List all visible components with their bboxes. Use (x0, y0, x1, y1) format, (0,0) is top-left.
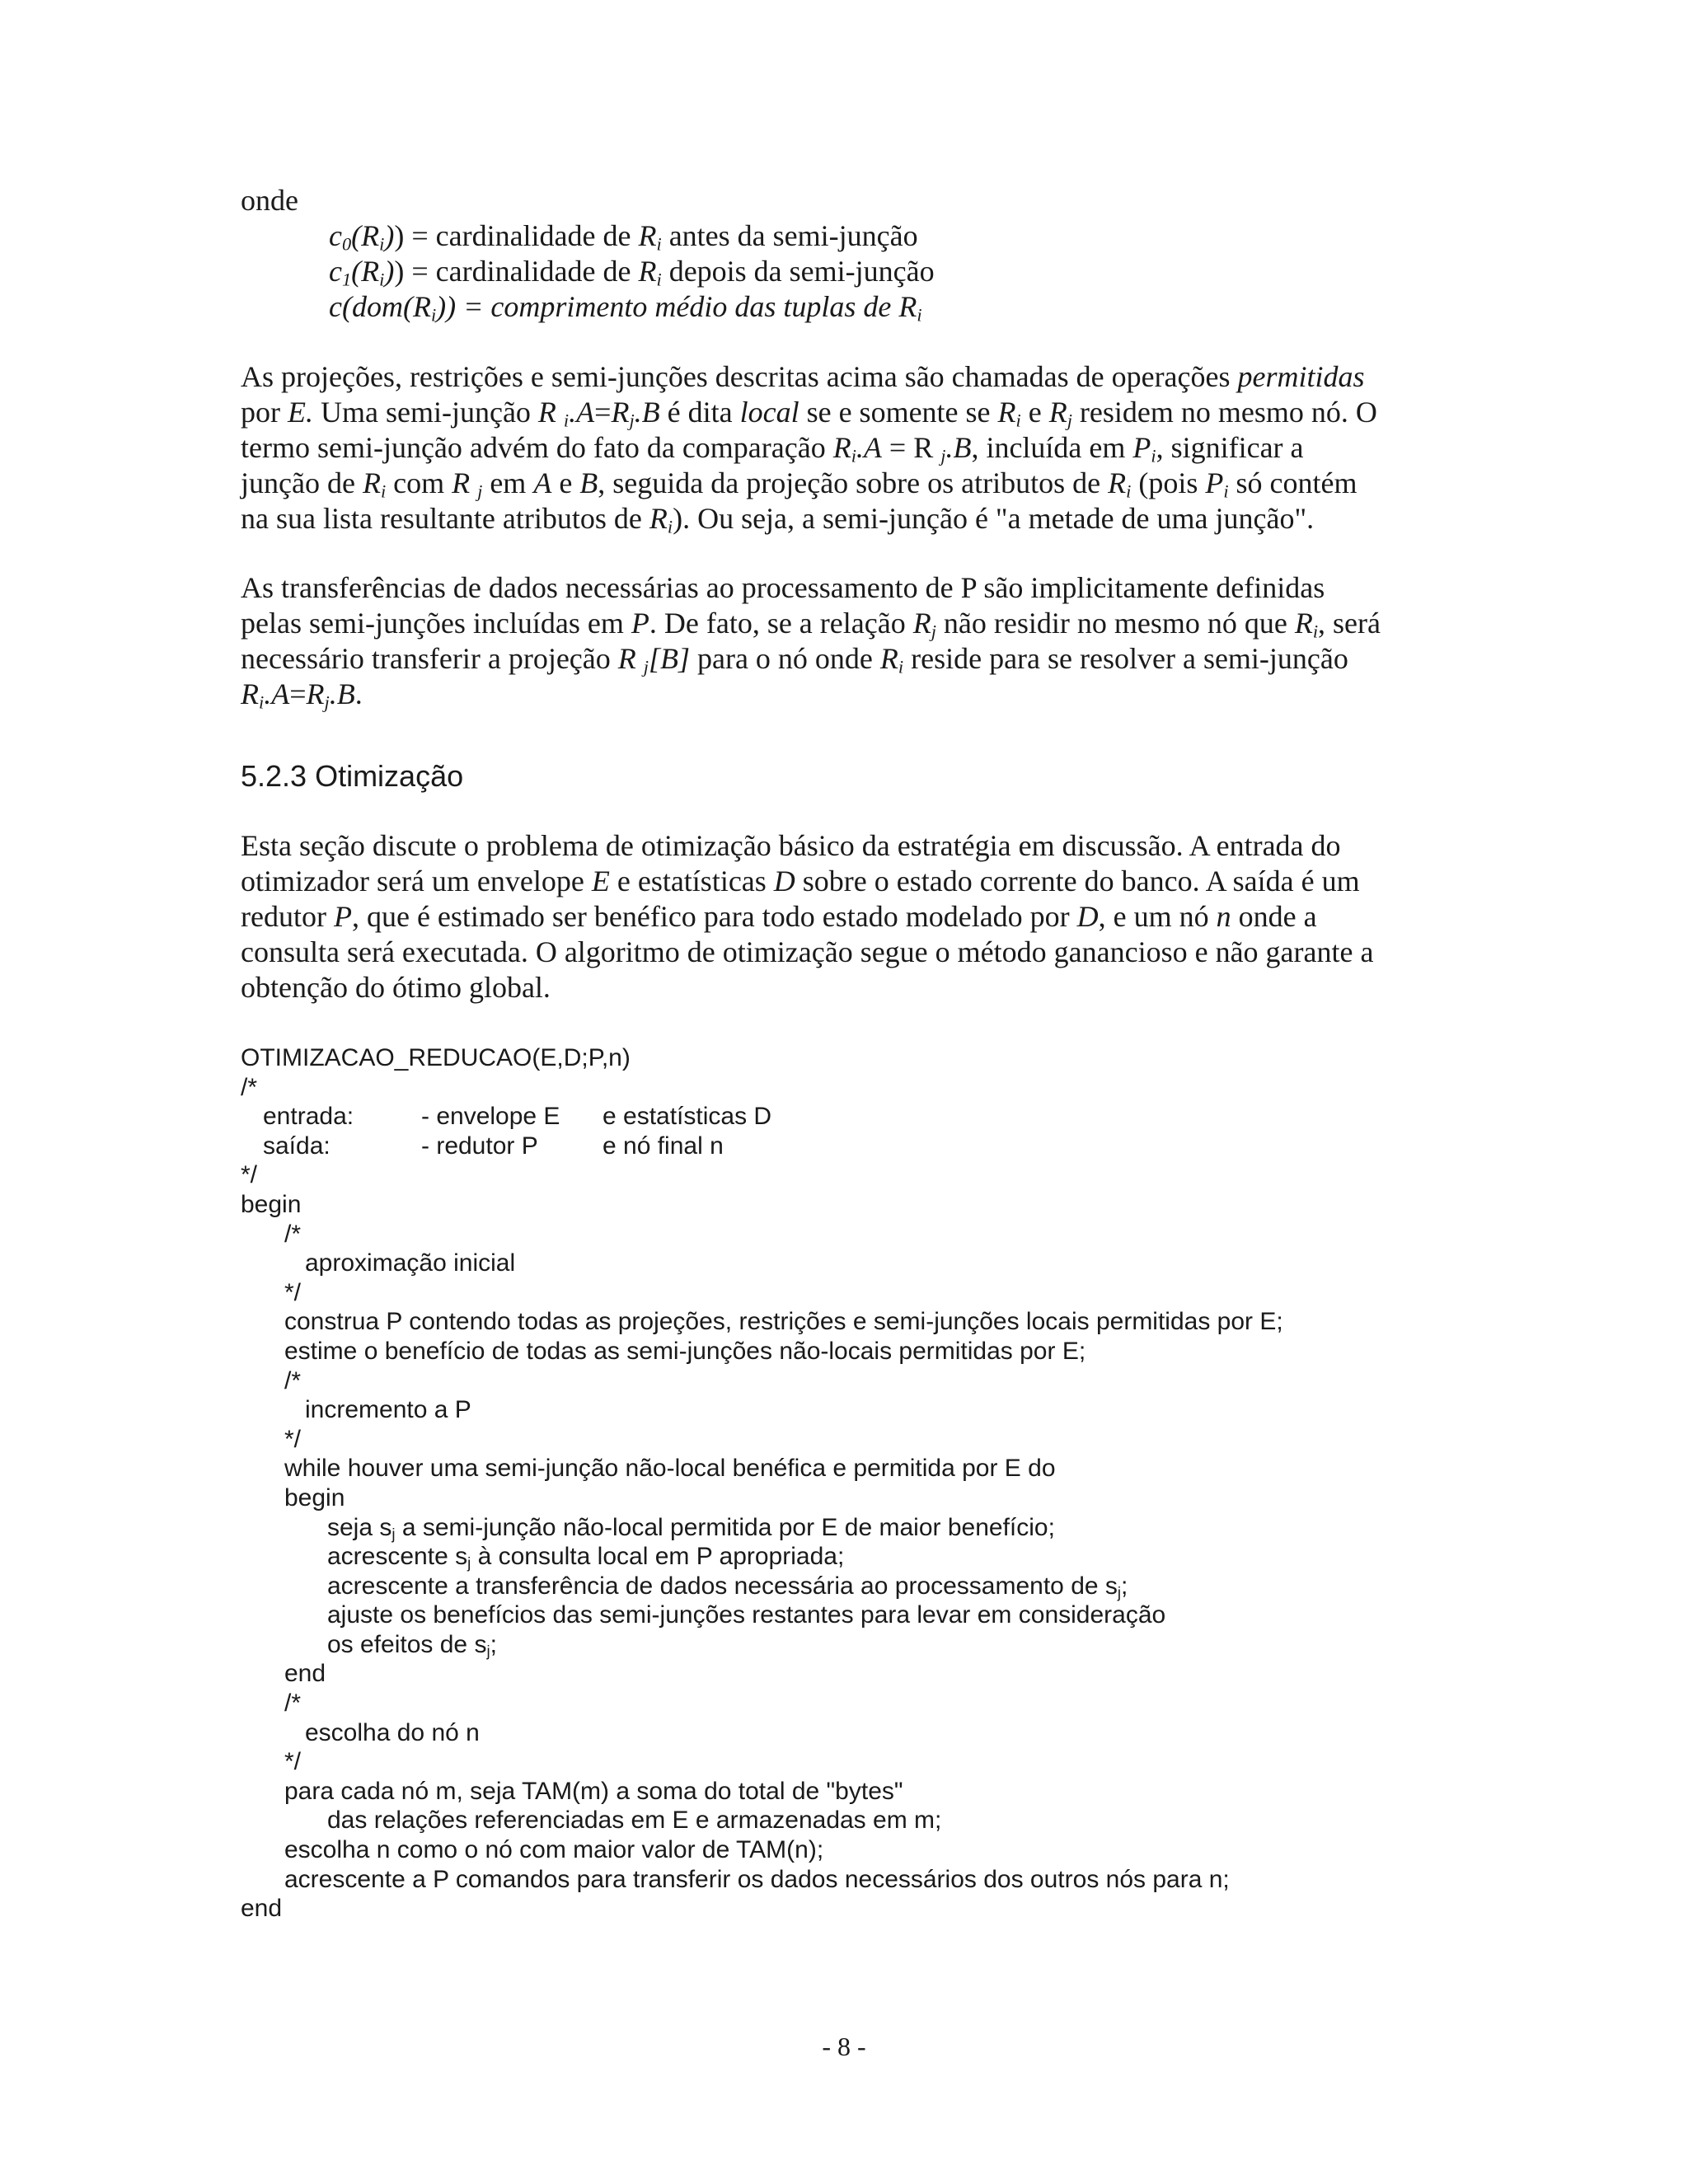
end-keyword: end (241, 1895, 283, 1923)
para2-line1: As transferências de dados necessárias ao processamento de P são implicitamente definidas (241, 571, 1325, 604)
definition-cdom: $c(dom(R_i))$ = comprimento médio das tuplas de $R_i$ (329, 290, 922, 326)
algorithm-block (241, 1043, 1437, 1924)
comment-escolha: escolha do nó n (305, 1718, 480, 1746)
para3-line4: consulta será executada. O algoritmo de otimização segue o método ganancioso e não garante a (241, 935, 1374, 968)
para1-line4: junção de $R_i$ com R $_j$ em A e B, seguida da projeção sobre os atributos de $R_i$ (pois $P_i$ só contém (241, 466, 1357, 502)
para3-line5: obtenção do ótimo global. (241, 971, 551, 1004)
comment-open: /* (284, 1220, 302, 1248)
step-das-relacoes: das relações referenciadas em E e armazenadas em m; (327, 1807, 942, 1835)
step-escolha: escolha n como o nó com maior valor de TAM(n); (284, 1836, 824, 1864)
paragraph-transferencias (241, 570, 1437, 712)
begin-keyword: begin (284, 1483, 345, 1511)
definition-c1: $c_1(R_i)$) = cardinalidade de $R_i$ depois da semi-junção (329, 255, 935, 290)
para1-line5: na sua lista resultante atributos de $R_i$). Ou seja, a semi-junção é "a metade de uma junção". (241, 502, 1315, 537)
page-number: - 8 - (822, 2032, 866, 2061)
step-acrescente-comandos: acrescente a P comandos para transferir os dados necessários dos outros nós para n; (284, 1865, 1230, 1893)
para1-line1: As projeções, restrições e semi-junções descritas acima são chamadas de operações permitidas (241, 360, 1365, 393)
end-keyword: end (284, 1660, 326, 1688)
while-loop: while houver uma semi-junção não-local benéfica e permitida por E do (284, 1455, 1056, 1483)
step-acrescente-consulta: acrescente $s_j$ à consulta local em P apropriada; (327, 1543, 845, 1572)
para3-line2: otimizador será um envelope E e estatísticas D sobre o estado corrente do banco. A saída é um (241, 865, 1360, 898)
step-estime: estime o benefício de todas as semi-junções não-locais permitidas por E; (284, 1337, 1086, 1365)
comment-open: /* (284, 1366, 302, 1394)
definition-c0: $c_0(R_i)$) = cardinalidade de $R_i$ antes da semi-junção (329, 219, 918, 255)
para2-line2: pelas semi-junções incluídas em P. De fato, se a relação $R_j$ não residir no mesmo nó que $R_i$, será (241, 607, 1381, 642)
entrada-line: entrada: - envelope E e estatísticas D (263, 1103, 772, 1131)
para1-line2: por E. Uma semi-junção R $_i.A=R_j.B$ é dita local se e somente se $R_i$ e $R_j$ residem no mesmo nó. O (241, 396, 1377, 431)
paragraph-otimizacao (241, 828, 1437, 1005)
step-seja: seja $s_j$ a semi-junção não-local permitida por E de maior benefício; (327, 1513, 1055, 1543)
para3-line3: redutor P, que é estimado ser benéfico para todo estado modelado por D, e um nó n onde a (241, 900, 1317, 933)
step-acrescente-transferencia: acrescente a transferência de dados necessária ao processamento de $s_j$; (327, 1572, 1128, 1601)
section-heading: 5.2.3 Otimização (241, 759, 464, 793)
comment-open: /* (284, 1690, 302, 1718)
step-efeitos: os efeitos de $s_j$; (327, 1630, 497, 1660)
comment-open: /* (241, 1073, 258, 1101)
para2-line4: $R_i.A=R_j.B$. (241, 677, 363, 713)
step-ajuste: ajuste os benefícios das semi-junções restantes para levar em consideração (327, 1601, 1166, 1629)
para3-line1: Esta seção discute o problema de otimização básico da estratégia em discussão. A entrada do (241, 829, 1341, 862)
definitions-block (241, 183, 1437, 325)
step-para-cada: para cada nó m, seja TAM(m) a soma do total de "bytes" (284, 1777, 903, 1805)
step-construa: construa P contendo todas as projeções, restrições e semi-junções locais permitidas por E; (284, 1308, 1283, 1336)
comment-incremento: incremento a P (305, 1396, 471, 1424)
para2-line3: necessário transferir a projeção R $_j$[B] para o nó onde $R_i$ reside para se resolver a semi-junção (241, 642, 1348, 677)
begin-keyword: begin (241, 1190, 302, 1218)
algorithm-header: OTIMIZACAO_REDUCAO(E,D;P,n) (241, 1044, 631, 1071)
comment-close: */ (284, 1278, 302, 1306)
paragraph-operacoes-permitidas (241, 359, 1437, 537)
comment-close: */ (284, 1425, 302, 1453)
saida-line: saída: - redutor P e nó final n (263, 1132, 724, 1160)
comment-close: */ (284, 1748, 302, 1776)
comment-aproximacao: aproximação inicial (305, 1249, 516, 1277)
onde-label: onde (241, 184, 298, 217)
comment-close: */ (241, 1161, 258, 1189)
para1-line3: termo semi-junção advém do fato da comparação $R_i.A = R$ $_j$.B, incluída em $P_i$, significar a (241, 431, 1304, 466)
